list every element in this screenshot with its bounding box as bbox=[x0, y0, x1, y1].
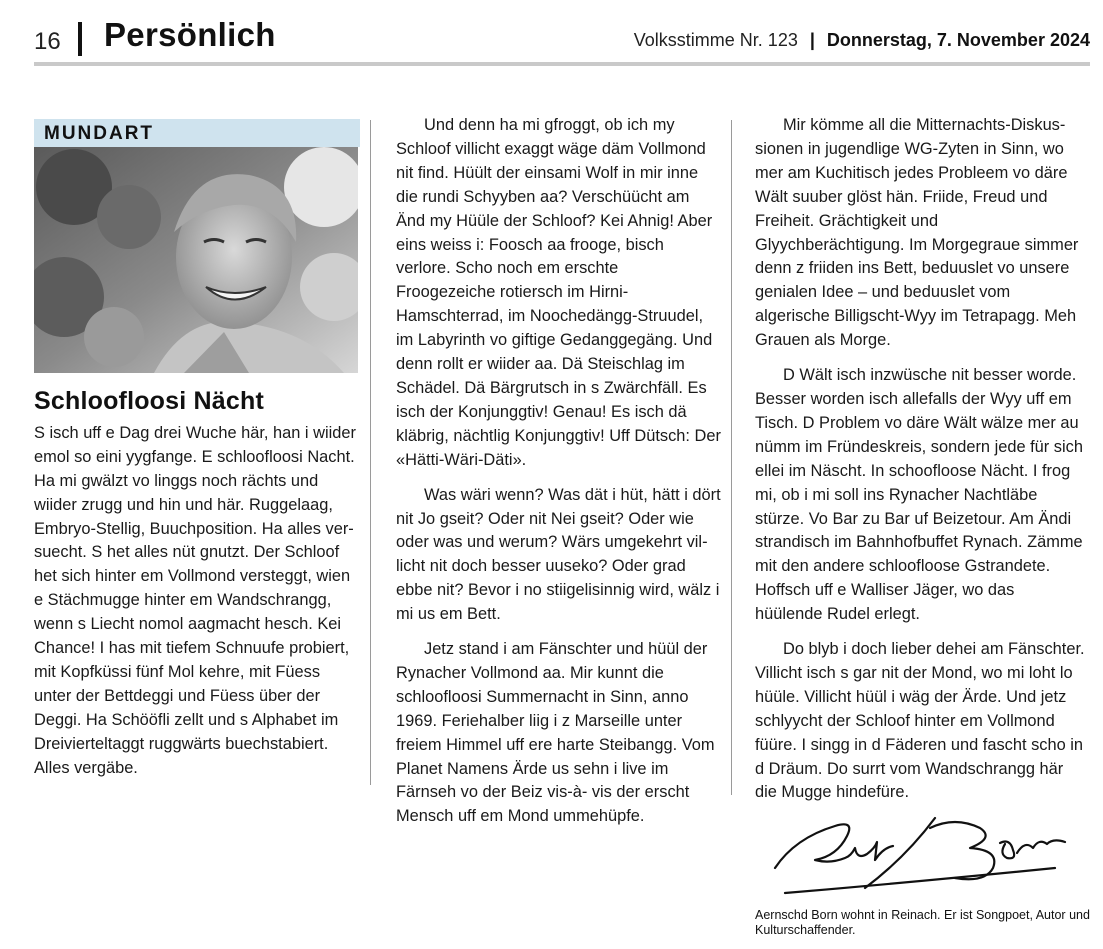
header-separator: | bbox=[809, 30, 815, 50]
header-rule bbox=[34, 62, 1090, 66]
article-paragraph: Do blyb i doch lieber dehei am Fänschter. Villicht isch s gar nit der Mond, wo mi loht lo hüüle. Villicht hüül i wäg der Ärde. Und jetz schlyycht der Schloof hinter em Vollmond füüre. I singg in d Fäderen und fascht scho in d Dräum. Do surrt vom Wandschrangg här die Mugge hindefüre. bbox=[755, 640, 1085, 802]
header-meta bbox=[634, 30, 1090, 51]
author-bio: Aernschd Born wohnt in Reinach. Er ist Songpoet, Autor und Kulturschaffender. bbox=[755, 908, 1090, 937]
column-1 bbox=[34, 114, 360, 781]
newspaper-issue: Volksstimme Nr. 123 bbox=[633, 30, 798, 50]
article-paragraph: Was wäri wenn? Was dät i hüt, hätt i dört nit Jo gseit? Oder nit Nei gseit? Oder wie oder was und werum? Wärs umgekehrt villicht nit doch besser uuseko? Oder grad ebbe nit? Bevor i no stiigelisinnig wird, wälz i mi us em Bett. bbox=[396, 485, 721, 624]
issue-date: Donnerstag, 7. November 2024 bbox=[826, 30, 1090, 50]
column-divider bbox=[370, 120, 371, 785]
page-number: 16 bbox=[34, 28, 61, 55]
article-paragraph: D Wält isch inzwüsche nit besser worde. Besser worden isch allefalls der Wyy uff em Tisch. D Problem vo däre Wält wälze mer au nümm im Fründeskreis, sondern jede für sich ellei im Näscht. In schoofloose Nächt. I frog mi, ob i mi soll ins Rynacher Nachtläbe stürze. Vo Bar zu Bar uf Beizetour. Am Ändi strandisch im Bahnhofbuffet Rynach. Zämme mit den andere schloofloose Gstrandete. Hoffsch uff e Walliser Jäger, wo das hüülende Rudel erlegt. bbox=[755, 366, 1083, 624]
article-paragraph: Und denn ha mi gfroggt, ob ich my Schloof villicht exaggt wäge däm Vollmond nit find. Hüült der einsami Wolf in mir inne die rundi Schyyben aa? Verschüücht am Änd my Hüüle der Schloof? Kei Ahnig! Aber eins weiss i: Foosch aa frooge, bisch verlore. Scho noch em erschte Froogezeiche rotiersch im Hirni-Hamschterrad, im Noochedängg-Struudel, im Labyrinth vo giftige Gedanggegäng. Und denn rollt er wiider aa. Dä Steischlag im Schädel. Dä Bärgrutsch in s Zwärchfäll. Es isch der Konjunggtiv! Genau! Es isch dä kläbrig, nächtlig Konjunggtiv! Uff Dütsch: Der «Hätti-Wäri-Däti». bbox=[396, 116, 721, 469]
section-title: Persönlich bbox=[104, 16, 276, 53]
author-signature bbox=[755, 798, 1085, 908]
article-paragraph: S isch uff e Dag drei Wuche här, han i wiider emol so eini yygfange. E schloofloosi Nacht. Ha mi gwälzt vo linggs noch rächts und wiider zrugg und hin und här. Ruggelaag, Embryo-Stellig, Buuchposition. Ha alles versuecht. S het alles nüt gnutzt. Der Schloof het sich hinter em Vollmond versteggt, wien e Stächmugge hinter em Wandschrangg, wenn s Liecht nomol aagmacht hesch. Kei Chance! I has mit tiefem Schnuufe probiert, mit Kopfküssi fünf Mol kehre, mit Füess unter der Bettdeggi und Füess über der Deggi. Ha Schööfli zellt und s Alphabet im Dreivierteltaggt ruggwärts buechstabiert. Alles vergäbe. bbox=[34, 423, 356, 777]
article-headline: Schloofloosi Nächt bbox=[34, 387, 265, 415]
column-divider bbox=[731, 120, 732, 795]
kicker-label: MUNDART bbox=[34, 119, 360, 147]
page-header bbox=[34, 16, 1090, 62]
header-divider-bar bbox=[78, 22, 82, 56]
column-3 bbox=[755, 114, 1085, 805]
column-2 bbox=[396, 114, 722, 829]
article-paragraph: Mir kömme all die Mitternachts-Diskussionen in jugendlige WG-Zyten in Sinn, wo mer am Kuchitisch jedes Probleem vo däre Wält suuber glöst hän. Friide, Freud und Freiheit. Grächtigkeit und Glyychberächtigung. Im Morgegraue simmer denn z friiden ins Bett, beduuslet vo unsere genialen Idee – und beduuslet vom algerische Billigscht-Wyy im Tetrapagg. Meh Grauen als Morge. bbox=[755, 116, 1079, 350]
article-paragraph: Jetz stand i am Fänschter und hüül der Rynacher Vollmond aa. Mir kunnt die schloofloosi Summernacht in Sinn, anno 1969. Feriehalber liig i z Marseille unter freiem Himmel uff ere harte Steibangg. Vom Planet Namens Ärde us sehn i live im Färnseh vo der Beiz vis-à- vis der erscht Mensch uff em Mond ummehüpfe. bbox=[396, 640, 715, 826]
author-portrait-photo bbox=[34, 147, 358, 373]
